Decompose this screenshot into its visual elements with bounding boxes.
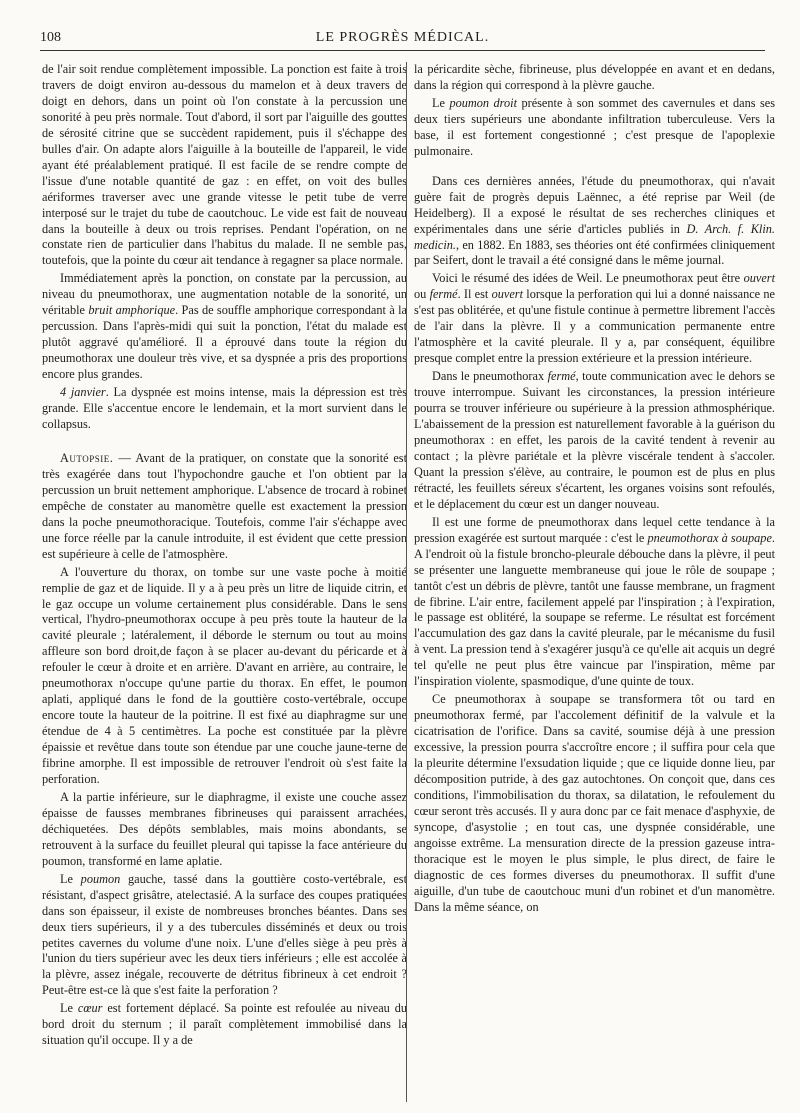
column-divider [406,62,407,1102]
right-column [414,62,775,918]
left-paragraph-5: A l'ouverture du thorax, on tombe sur une vaste poche à moitié remplie de gaz et de liquide. Il y a à peu près un litre de liquide citrin, et le gaz occupe un volume certainement plus considérable. Dans le sens vertical, l'hydro-pneumothorax occupe à peu près toute la hauteur de la cavité pleurale ; latéralement, il déborde le sternum ou tout au moins affleure son bord droit,de façon à se placer au-devant du péricarde et à refouler le cœur à droite et en arrière. D'avant en arrière, au contraire, le pneumothorax n'occupe qu'une partie du thorax. En effet, le poumon aplati, appliqué dans le fond de la gouttière costo-vertébrale, occupe encore toute la hauteur de la poitrine. Il est fixé au diaphragme sur une étendue de 4 à 5 centimètres. La poche est constituée par la plèvre épaissie et revêtue dans toute son étendue par une couche jaune-terne de fibrine amorphe. Il est impossible de retrouver l'endroit où s'est faite la perforation. [42,564,407,786]
left-paragraph-7: Le poumon gauche, tassé dans la gouttière costo-vertébrale, est résistant, d'aspect grisâtre, atelectasié. A la surface des coupes pratiquées dans son épaisseur, il existe de nombreuses bronches béantes. Dans ses deux tiers supérieurs, il y a des tubercules disséminés et deux ou trois petites cavernes du volume d'une noix. L'une d'elles siège à peu près à l'union du tiers supérieur avec les deux tiers inférieurs ; elle est accolée à la plèvre, assez inégale, recouverte de détritus fibrineux à cet endroit ? Peut-être est-ce là que s'est faite la perforation ? [42,871,408,998]
right-paragraph-3: Dans ces dernières années, l'étude du pneumothorax, qui n'avait guère fait de progrès depuis Laënnec, a été reprise par Weil (de Heidelberg). Il a exposé le résultat de ses recherches cliniques et expérimentales dans une série d'articles publiés in D. Arch. f. Klin. medicin., en 1882. En 1883, ses théories ont été confirmées cliniquement par Seifert, dont le travail a été consigné dans le même journal. [414,173,775,268]
running-title: LE PROGRÈS MÉDICAL. [315,30,490,45]
left-paragraph-8: Le cœur est fortement déplacé. Sa pointe est refoulée au niveau du bord droit du sternum ; il paraît complètement immobilisé dans la situation qu'il occupe. Il y a de [42,1001,407,1048]
right-paragraph-4: Voici le résumé des idées de Weil. Le pneumothorax peut être ouvert ou fermé. Il est ouvert lorsque la perforation qui lui a donné naissance ne s'est pas oblitérée, et qu'une fistule continue à permettre librement l'accès de l'air dans la plèvre. Il y a communication permanente entre l'atmosphère et la cavité pleurale. Il y a, par conséquent, équilibre presque complet entre la pression extérieure et la pression intérieure. [414,271,775,366]
right-paragraph-7: Ce pneumothorax à soupape se transformera tôt ou tard en pneumothorax fermé, par l'accolement définitif de la valvule et la cicatrisation de l'orifice. Dans sa cavité, soumise déjà à une pression excessive, la pression pourra s'accroître encore ; il suffira pour cela que la pleurite détermine l'exsudation liquide ; que ce liquide donne lieu, par décomposition putride, à des gaz autochtones. On conçoit que, dans ces conditions, l'immobilisation du thorax, sa dilatation, le refoulement du cœur seront très accusés. Il y aura donc par ce fait menace d'asphyxie, de syncope, d'asystolie ; en tout cas, une dyspnée considérable, une angoisse extrême. La mensuration directe de la pression gazeuse intra-thoracique est le moyen le plus simple, le plus direct, de faire le diagnostic de ces formes diverses du pneumothorax. Il suffit d'une aiguille, d'un tube de caoutchouc muni d'un robinet et d'un manomètre. Dans la même séance, on [414,692,775,914]
left-paragraph-1: de l'air soit rendue complètement impossible. La ponction est faite à trois travers de doigt environ au-dessous du mamelon et à deux travers de doigt en dehors, dans un point où l'on constate à la percussion une sonorité à peu près normale. Tout d'abord, il sort par l'aiguille des gouttes de sérosité citrine que se succèdent rapidement, puis il s'échappe des bulles d'air. On adapte alors l'aiguille à la bouteille de l'appareil, le vide ayant été préalablement pratiqué. Il est facile de se rendre compte de l'issue d'une notable quantité de gaz : en effet, on voit des bulles aériformes traverser avec une grande vitesse le petit tube de verre interposé sur le trajet du tube de caoutchouc. Le vide est fait de nouveau dans la bouteille à deux ou trois reprises. Pendant l'opération, on ne constate rien de particulier dans l'habitus du malade. Il ne semble pas, toutefois, que la pointe du cœur ait tendance à regagner sa place normale. [42,62,407,268]
left-column [42,62,407,1051]
page-header [40,30,765,51]
right-paragraph-1: la péricardite sèche, fibrineuse, plus développée en avant et en dedans, dans la région qui correspond à la plèvre gauche. [414,62,775,92]
section-heading-autopsie: Autopsie. — [60,450,132,465]
autopsie-paragraph: Autopsie. — Avant de la pratiquer, on constate que la sonorité est très exagérée dans tout l'hypochondre gauche et l'on obtient par la percussion un bruit nettement amphorique. L'absence de trocard à robinet empêche de constater au manomètre quelle est exactement la pression dans la poche pneumothoracique. Toutefois, comme l'air s'échappe avec une force réelle par la canule introduite, il est évident que cette pression est supérieure à celle de l'atmosphère. [42,450,407,561]
left-paragraph-6: A la partie inférieure, sur le diaphragme, il existe une couche assez épaisse de fausses membranes fibrineuses qui paraissent arrachées, déchiquetées. Des dépôts semblables, mais moins abondants, se retrouvent à la surface du feuillet pleural qui tapisse la face antérieure du poumon, transformé en lame aplatie. [42,789,407,868]
page-number: 108 [40,30,61,45]
left-paragraph-2: Immédiatement après la ponction, on constate par la percussion, au niveau du pneumothorax, une augmentation notable de la sonorité, un véritable bruit amphorique. Pas de souffle amphorique correspondant à la percussion. Dans l'après-midi qui suit la ponction, l'état du malade est plutôt aggravé qu'amélioré. Il a éprouvé dans toute la région du pneumothorax une douleur très vive, et sa dyspnée a pris des proportions encore plus grandes. [42,271,408,382]
right-paragraph-5: Dans le pneumothorax fermé, toute communication avec le dehors se trouve interrompue. Suivant les circonstances, la pression intérieure pourra se trouver inférieure ou supérieure à la pression athmosphérique. L'abaissement de la pression est naturellement favorable à la guérison du pneumothorax : en effet, les parois de la cavité tendent à revenir au contact ; la plèvre pariétale et la plèvre viscérale tendent à s'accoler. Quant la pression s'élève, au contraire, le poumon est de plus en plus rétracté, les feuillets séreux s'écartent, les organes voisins sont refoulés, et le déplacement du cœur est un danger nouveau. [414,369,775,511]
left-paragraph-3: 4 janvier. La dyspnée est moins intense, mais la dépression est très grande. Elle s'accentue encore le lendemain, et la mort survient dans le collapsus. [42,385,407,431]
right-paragraph-2: Le poumon droit présente à son sommet des cavernules et dans ses deux tiers supérieurs une abondante infiltration tuberculeuse. Vers la base, il est fortement congestionné ; c'est presque de l'apoplexie pulmonaire. [414,95,775,158]
right-paragraph-6: Il est une forme de pneumothorax dans lequel cette tendance à la pression exagérée est surtout marquée : c'est le pneumothorax à soupape. A l'endroit où la fistule broncho-pleurale débouche dans la plèvre, il peut se présenter une languette membraneuse qui joue le rôle de soupape ; tantôt c'est un débris de plèvre, tantôt une fausse membrane, un fragment de fibrine. L'air entre, facilement appelé par l'inspiration ; à l'expiration, le passage est oblitéré, la soupape se referme. Le résultat est forcément l'accumulation des gaz dans la cavité pleurale, par le mécanisme du fusil à vent. La pression tend à s'exagérer jusqu'à ce qu'elle ait acquis un degré tel qu'elle ne peut plus être vaincue par l'inspiration, même par l'inspiration violente, spasmodique, d'une quinte de toux. [414,514,775,689]
